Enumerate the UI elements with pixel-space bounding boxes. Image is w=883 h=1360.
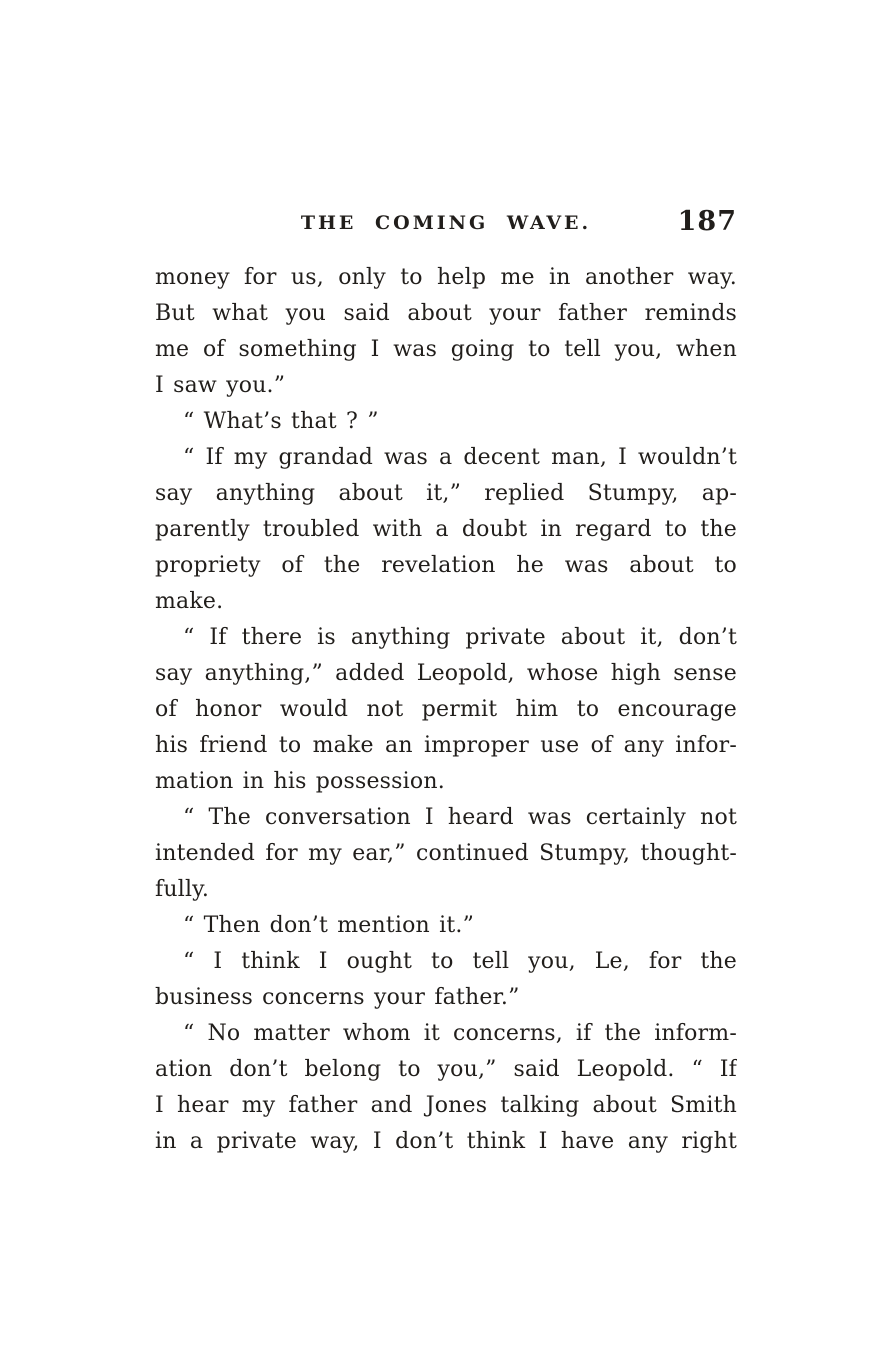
text-line: say anything,” added Leopold, whose high sense (155, 661, 737, 686)
text-line: “ I think I ought to tell you, Le, for the (183, 949, 737, 974)
paragraph (155, 800, 737, 908)
text-line: “ If my grandad was a decent man, I wouldn’t (183, 445, 737, 470)
text-line: me of something I was going to tell you, when (155, 337, 737, 362)
page-body (155, 260, 737, 1160)
paragraph (155, 440, 737, 620)
text-line: I hear my father and Jones talking about Smith (155, 1093, 737, 1118)
text-line: But what you said about your father reminds (155, 301, 737, 326)
text-line: “ Then don’t mention it.” (183, 913, 475, 938)
paragraph (155, 1016, 737, 1160)
text-line: “ If there is anything private about it, don’t (183, 625, 737, 650)
paragraph (155, 260, 737, 404)
text-line: say anything about it,” replied Stumpy, ap- (155, 481, 737, 506)
paragraph (155, 404, 737, 440)
paragraph (155, 944, 737, 1016)
text-line: parently troubled with a doubt in regard to the (155, 517, 737, 542)
text-line: business concerns your father.” (155, 985, 520, 1010)
text-line: propriety of the revelation he was about to (155, 553, 737, 578)
paragraph (155, 908, 737, 944)
text-line: make. (155, 589, 224, 614)
running-title: THE COMING WAVE. (300, 212, 592, 234)
text-line: ation don’t belong to you,” said Leopold. “ If (155, 1057, 737, 1082)
text-line: intended for my ear,” continued Stumpy, thought- (155, 841, 737, 866)
text-line: “ The conversation I heard was certainly not (183, 805, 737, 830)
text-line: I saw you.” (155, 373, 286, 398)
page-number: 187 (677, 206, 737, 237)
text-line: “ What’s that ? ” (183, 409, 379, 434)
text-line: mation in his possession. (155, 769, 445, 794)
text-line: “ No matter whom it concerns, if the inform- (183, 1021, 737, 1046)
page-header (155, 206, 737, 246)
text-line: money for us, only to help me in another way. (155, 265, 737, 290)
text-line: in a private way, I don’t think I have any right (155, 1129, 737, 1154)
paragraph (155, 620, 737, 800)
text-line: his friend to make an improper use of any infor- (155, 733, 737, 758)
text-line: of honor would not permit him to encourage (155, 697, 737, 722)
text-line: fully. (155, 877, 210, 902)
